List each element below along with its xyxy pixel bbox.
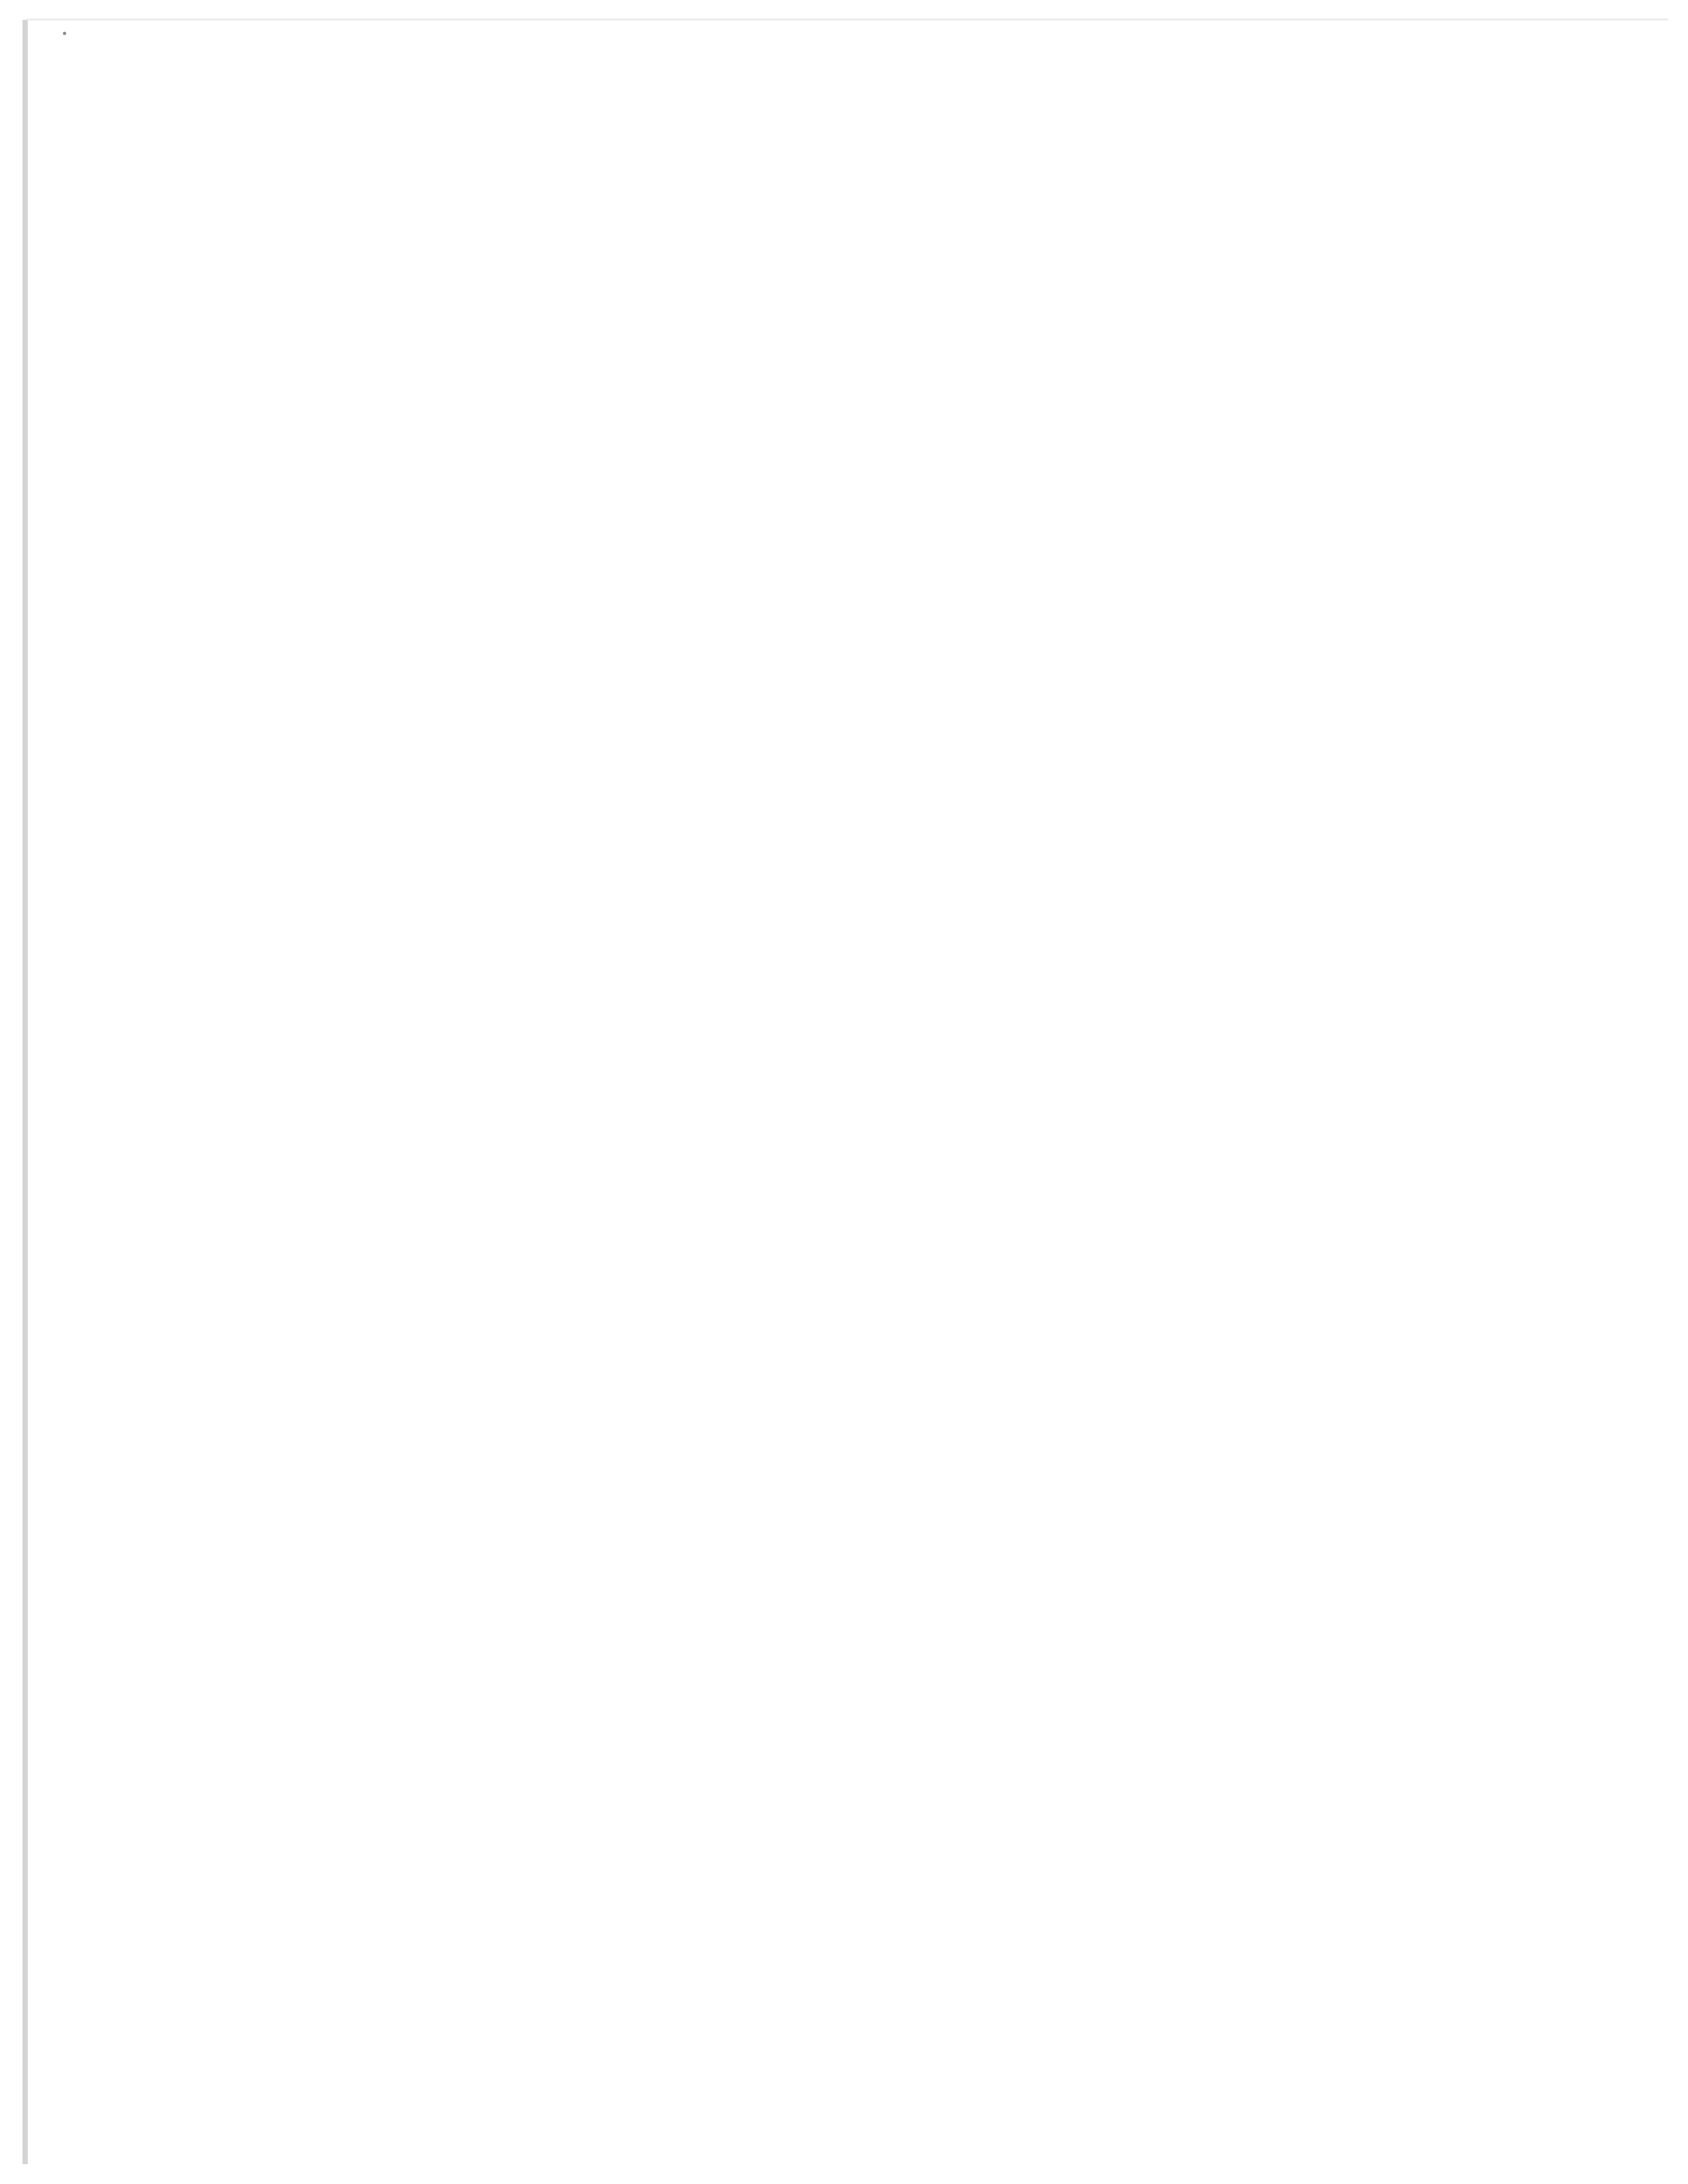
date-range xyxy=(424,134,450,169)
scan-speck xyxy=(63,32,66,35)
page-title xyxy=(404,106,450,179)
scan-edge-top xyxy=(26,19,1668,21)
scan-edge-left xyxy=(23,20,28,2164)
